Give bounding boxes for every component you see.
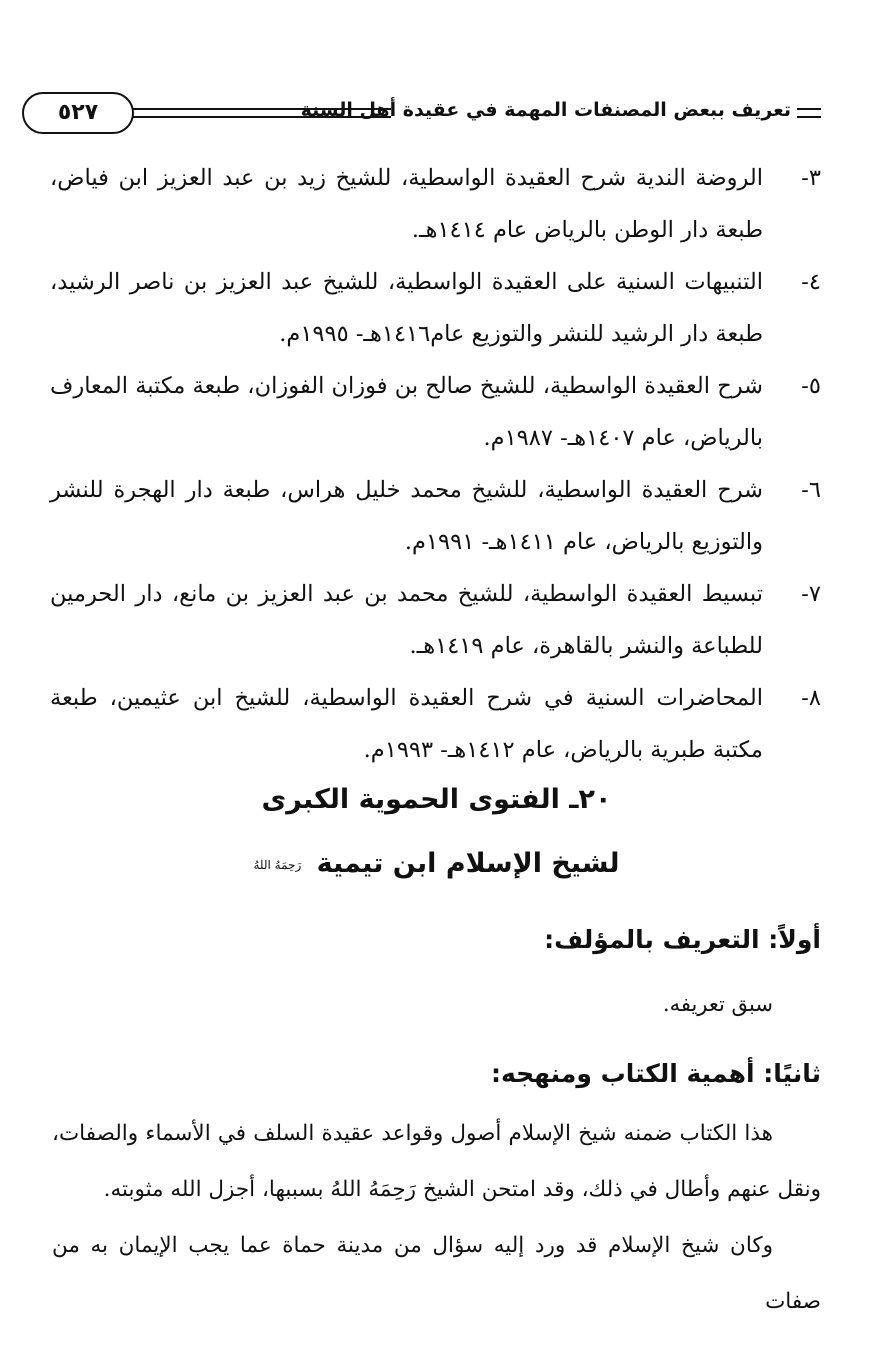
subheading-importance: ثانيًا: أهمية الكتاب ومنهجه: xyxy=(490,1059,821,1088)
subheading-author: أولاً: التعريف بالمؤلف: xyxy=(544,925,821,954)
reference-number: ٣- xyxy=(801,165,821,191)
reference-number: ٤- xyxy=(801,269,821,295)
reference-item xyxy=(50,360,821,464)
section-subtitle-text: لشيخ الإسلام ابن تيمية xyxy=(316,848,620,879)
reference-list xyxy=(50,152,821,776)
honorific-mark: رَحِمَهُ اللهُ xyxy=(253,857,302,872)
reference-item xyxy=(50,568,821,672)
reference-number: ٨- xyxy=(801,685,821,711)
reference-text: الروضة الندية شرح العقيدة الواسطية، للشيخ زيد بن عبد العزيز ابن فياض، طبعة دار الوطن بالرياض عام ١٤١٤هـ. xyxy=(50,165,763,243)
reference-text: شرح العقيدة الواسطية، للشيخ صالح بن فوزان الفوزان، طبعة مكتبة المعارف بالرياض، عام ١٤٠٧هـ- ١٩٨٧م. xyxy=(50,373,763,451)
page-number: ٥٢٧ xyxy=(22,92,134,134)
running-header xyxy=(22,92,821,136)
reference-text: شرح العقيدة الواسطية، للشيخ محمد خليل هراس، طبعة دار الهجرة للنشر والتوزيع بالرياض، عام ١٤١١هـ- ١٩٩١م. xyxy=(50,477,763,555)
reference-item xyxy=(50,152,821,256)
reference-number: ٦- xyxy=(801,477,821,503)
reference-item xyxy=(50,464,821,568)
reference-text: التنبيهات السنية على العقيدة الواسطية، للشيخ عبد العزيز بن ناصر الرشيد، طبعة دار الرشيد للنشر والتوزيع عام١٤١٦هـ- ١٩٩٥م. xyxy=(50,269,763,347)
body-paragraph: وكان شيخ الإسلام قد ورد إليه سؤال من مدينة حماة عما يجب الإيمان به من صفات xyxy=(52,1233,821,1314)
reference-text: المحاضرات السنية في شرح العقيدة الواسطية، للشيخ ابن عثيمين، طبعة مكتبة طبرية بالرياض، عام ١٤١٢هـ- ١٩٩٣م. xyxy=(50,685,763,763)
author-note: سبق تعريفه. xyxy=(662,992,773,1016)
reference-number: ٧- xyxy=(801,581,821,607)
header-dash xyxy=(797,108,821,118)
reference-text: تبسيط العقيدة الواسطية، للشيخ محمد بن عبد العزيز بن مانع، دار الحرمين للطباعة والنشر بالقاهرة، عام ١٤١٩هـ. xyxy=(50,581,763,659)
section-title: ٢٠ـ الفتوى الحموية الكبرى xyxy=(261,784,612,815)
reference-item xyxy=(50,672,821,776)
section-subtitle xyxy=(60,836,813,893)
header-title: تعريف ببعض المصنفات المهمة في عقيدة أهل السنة xyxy=(300,99,791,121)
body-paragraph: هذا الكتاب ضمنه شيخ الإسلام أصول وقواعد عقيدة السلف في الأسماء والصفات، ونقل عنهم وأطال في ذلك، وقد امتحن الشيخ رَحِمَهُ اللهُ بسببها، أجزل الله مثوبته. xyxy=(52,1121,821,1202)
reference-item xyxy=(50,256,821,360)
reference-number: ٥- xyxy=(801,373,821,399)
header-rule xyxy=(132,108,391,118)
